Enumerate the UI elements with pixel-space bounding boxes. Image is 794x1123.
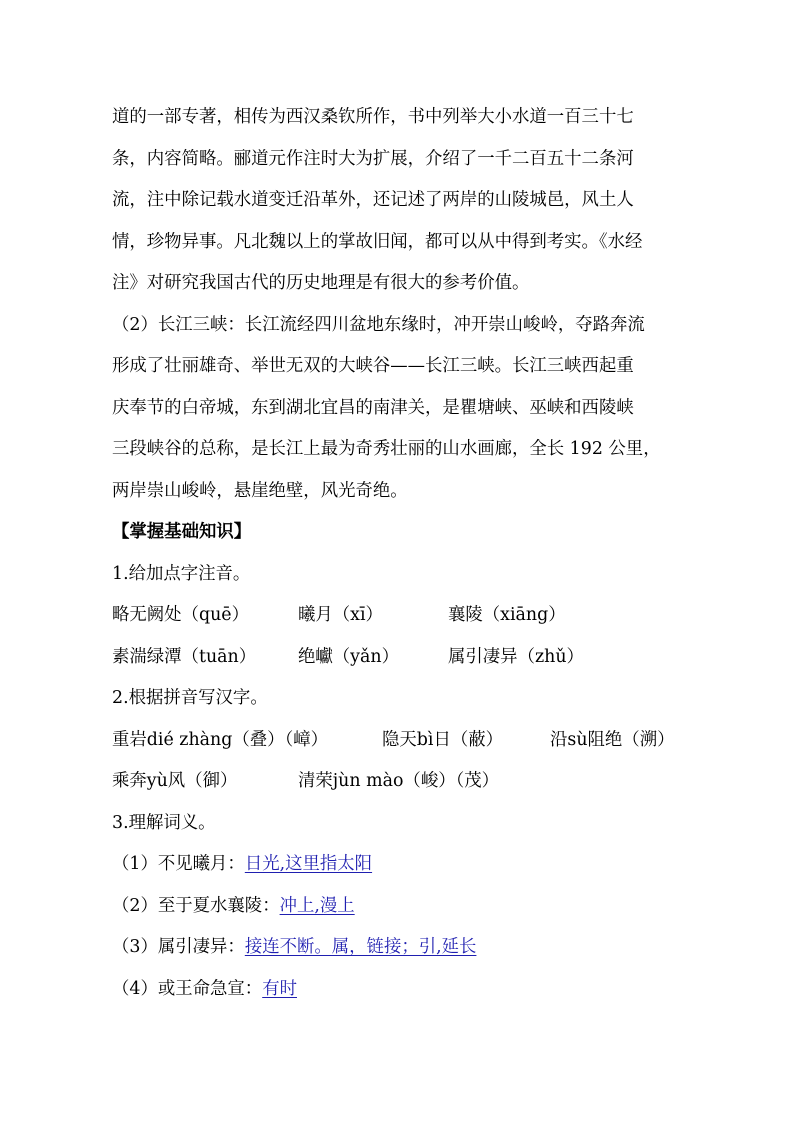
intro-line-2: 条，内容简略。郦道元作注时大为扩展，介绍了一千二百五十二条河 [112, 148, 634, 169]
q3-answer: 日光,这里指太阳 [244, 854, 373, 874]
section-heading: 【掌握基础知识】 [112, 522, 252, 542]
q3-answer: 冲上,漫上 [279, 895, 355, 916]
q1-item: 曦月（xī） [298, 605, 383, 625]
q1-item: 绝巘（yǎn） [298, 646, 399, 667]
q1-row-2 [112, 637, 687, 679]
q3-item-3 [112, 927, 687, 969]
q3-prompt: （4）或王命急宣： [112, 978, 263, 999]
q1-item: 略无阙处（quē） [112, 605, 249, 625]
q2-item: 乘奔yù风（御） [112, 771, 238, 791]
q1-item: 属引凄异（zhǔ） [448, 646, 584, 667]
sanxia-line-1: （2）长江三峡：长江流经四川盆地东缘时，冲开崇山峻岭，夺路奔流 [112, 314, 645, 335]
q1-title: 1.给加点字注音。 [112, 563, 251, 584]
q3-prompt: （3）属引凄异： [112, 937, 245, 957]
q3-answer: 接连不断。属，链接；引,延长 [244, 937, 477, 957]
intro-line-5: 注》对研究我国古代的历史地理是有很大的参考价值。 [112, 273, 530, 293]
sanxia-line-4: 三段峡谷的总称，是长江上最为奇秀壮丽的山水画廊，全长 192 公里， [112, 439, 661, 459]
sanxia-line-2: 形成了壮丽雄奇、举世无双的大峡谷——长江三峡。长江三峡西起重 [112, 356, 634, 376]
document-page [112, 97, 687, 1010]
q3-item-2 [112, 886, 687, 928]
sanxia-line-3: 庆奉节的白帝城，东到湖北宜昌的南津关，是瞿塘峡、巫峡和西陵峡 [112, 397, 634, 418]
q2-item: 清荣jùn mào（峻）（茂） [298, 771, 500, 791]
q3-prompt: （2）至于夏水襄陵： [112, 895, 280, 916]
intro-line-1: 道的一部专著，相传为西汉桑钦所作，书中列举大小水道一百三十七 [112, 107, 634, 127]
q2-row-1 [112, 720, 687, 762]
q3-item-1 [112, 844, 687, 886]
q2-row-2 [112, 761, 687, 803]
q3-prompt: （1）不见曦月： [112, 854, 245, 874]
q2-item: 隐天bì日（蔽） [382, 729, 504, 750]
q3-answer: 有时 [262, 978, 297, 999]
q2-item: 沿sù阻绝（溯） [550, 729, 675, 750]
q3-item-4 [112, 969, 687, 1011]
intro-line-4: 情，珍物异事。凡北魏以上的掌故旧闻，都可以从中得到考实。《水经 [112, 231, 643, 252]
q3-title: 3.理解词义。 [112, 812, 216, 833]
q1-item: 襄陵（xiāng） [448, 605, 566, 625]
q2-title: 2.根据拼音写汉字。 [112, 688, 268, 708]
intro-line-3: 流，注中除记载水道变迁沿革外，还记述了两岸的山陵城邑，风土人 [112, 190, 634, 210]
sanxia-line-5: 两岸崇山峻岭，悬崖绝壁，风光奇绝。 [112, 480, 408, 501]
q1-item: 素湍绿潭（tuān） [112, 646, 257, 667]
q1-row-1 [112, 595, 687, 637]
q2-item: 重岩dié zhàng（叠）（嶂） [112, 729, 329, 750]
